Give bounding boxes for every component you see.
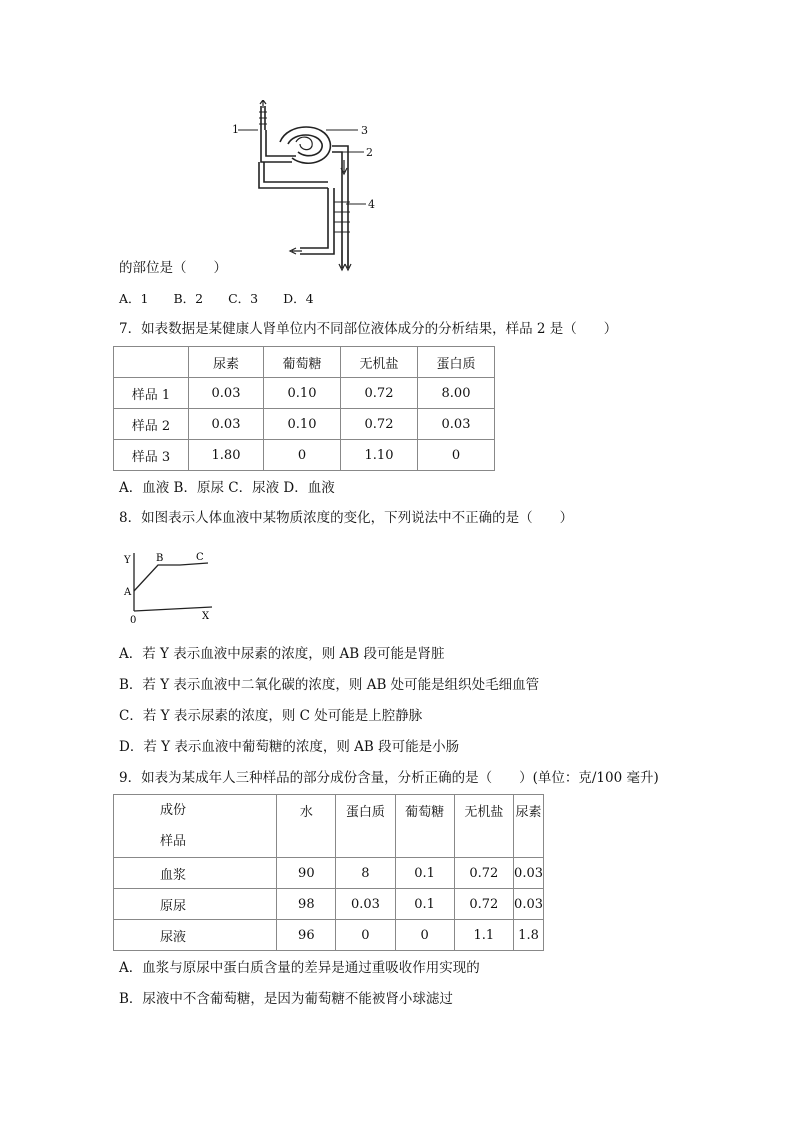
q9-option-b: B．尿液中不含葡萄糖，是因为葡萄糖不能被肾小球滤过 (119, 991, 453, 1007)
nephron-figure (230, 100, 380, 272)
q7-cell: 0.10 (264, 378, 341, 409)
q9-cell: 8 (336, 858, 395, 889)
q9-corner-cell (114, 795, 277, 858)
q9-corner-top: 成份 (160, 803, 187, 818)
q7-header-cell: 尿素 (189, 347, 264, 378)
q9-row-label: 血浆 (114, 858, 277, 889)
graph-label-y: Y (124, 555, 131, 566)
q7-cell: 0.72 (341, 378, 418, 409)
q8-option-c: C．若 Y 表示尿素的浓度，则 C 处可能是上腔静脉 (119, 708, 423, 724)
q7-header-cell (114, 347, 189, 378)
q9-corner-bottom: 样品 (160, 834, 187, 849)
q9-header-cell: 水 (277, 795, 336, 858)
graph-label-a: A (124, 587, 132, 598)
q9-cell: 96 (277, 920, 336, 951)
q9-cell: 1.8 (514, 920, 544, 951)
q9-cell: 98 (277, 889, 336, 920)
q9-option-a: A．血浆与原尿中蛋白质含量的差异是通过重吸收作用实现的 (119, 960, 480, 976)
label-4: 4 (368, 198, 375, 211)
q9-header-cell: 无机盐 (454, 795, 513, 858)
q9-cell: 0.72 (454, 889, 513, 920)
x-axis (134, 607, 212, 611)
q7-cell: 样品 2 (114, 409, 189, 440)
q9-header-cell: 葡萄糖 (395, 795, 454, 858)
label-1: 1 (232, 123, 239, 136)
q9-header-cell: 尿素 (514, 795, 544, 858)
q9-cell: 0.03 (514, 858, 544, 889)
q7-cell: 0.03 (189, 409, 264, 440)
q9-row-label: 原尿 (114, 889, 277, 920)
q7-cell: 样品 1 (114, 378, 189, 409)
q7-cell: 0.10 (264, 409, 341, 440)
q7-cell: 0.03 (189, 378, 264, 409)
q7-header-cell: 葡萄糖 (264, 347, 341, 378)
label-3: 3 (361, 124, 368, 137)
q7-cell: 0.03 (418, 409, 495, 440)
q7-cell: 0 (418, 440, 495, 471)
label-2: 2 (366, 146, 373, 159)
q9-cell: 0 (336, 920, 395, 951)
q9-cell: 0 (395, 920, 454, 951)
q9-cell: 0.03 (514, 889, 544, 920)
q9-cell: 0.1 (395, 858, 454, 889)
curve-abc (134, 563, 208, 591)
graph-label-x: X (202, 611, 210, 622)
q9-stem: 9．如表为某成年人三种样品的部分成份含量，分析正确的是（ ）(单位：克/100 毫升) (119, 770, 659, 786)
q6-stem-tail: 的部位是（ ） (119, 260, 227, 276)
q8-graph (118, 545, 218, 627)
q9-cell: 0.72 (454, 858, 513, 889)
graph-label-b: B (156, 553, 164, 564)
q7-cell: 1.10 (341, 440, 418, 471)
q9-header-cell: 蛋白质 (336, 795, 395, 858)
graph-label-c: C (196, 552, 204, 563)
q7-header-cell: 无机盐 (341, 347, 418, 378)
q8-option-b: B．若 Y 表示血液中二氧化碳的浓度，则 AB 处可能是组织处毛细血管 (119, 677, 540, 693)
q7-header-cell: 蛋白质 (418, 347, 495, 378)
q6-options: A．1 B．2 C．3 D．4 (119, 291, 314, 306)
graph-label-origin: 0 (130, 615, 137, 626)
q7-cell: 1.80 (189, 440, 264, 471)
q9-cell: 1.1 (454, 920, 513, 951)
q9-cell: 90 (277, 858, 336, 889)
q7-cell: 8.00 (418, 378, 495, 409)
q9-cell: 0.03 (336, 889, 395, 920)
q7-cell: 0.72 (341, 409, 418, 440)
q7-cell: 0 (264, 440, 341, 471)
q9-table (113, 794, 544, 951)
q7-stem: 7．如表数据是某健康人肾单位内不同部位液体成分的分析结果，样品 2 是（ ） (119, 321, 618, 337)
q7-options: A．血液 B．原尿 C．尿液 D．血液 (119, 480, 335, 496)
q8-stem: 8．如图表示人体血液中某物质浓度的变化，下列说法中不正确的是（ ） (119, 510, 574, 526)
q9-row-label: 尿液 (114, 920, 277, 951)
q7-table (113, 346, 495, 471)
q8-option-d: D．若 Y 表示血液中葡萄糖的浓度，则 AB 段可能是小肠 (119, 739, 460, 755)
q7-cell: 样品 3 (114, 440, 189, 471)
q9-cell: 0.1 (395, 889, 454, 920)
q8-option-a: A．若 Y 表示血液中尿素的浓度，则 AB 段可能是肾脏 (119, 646, 445, 662)
